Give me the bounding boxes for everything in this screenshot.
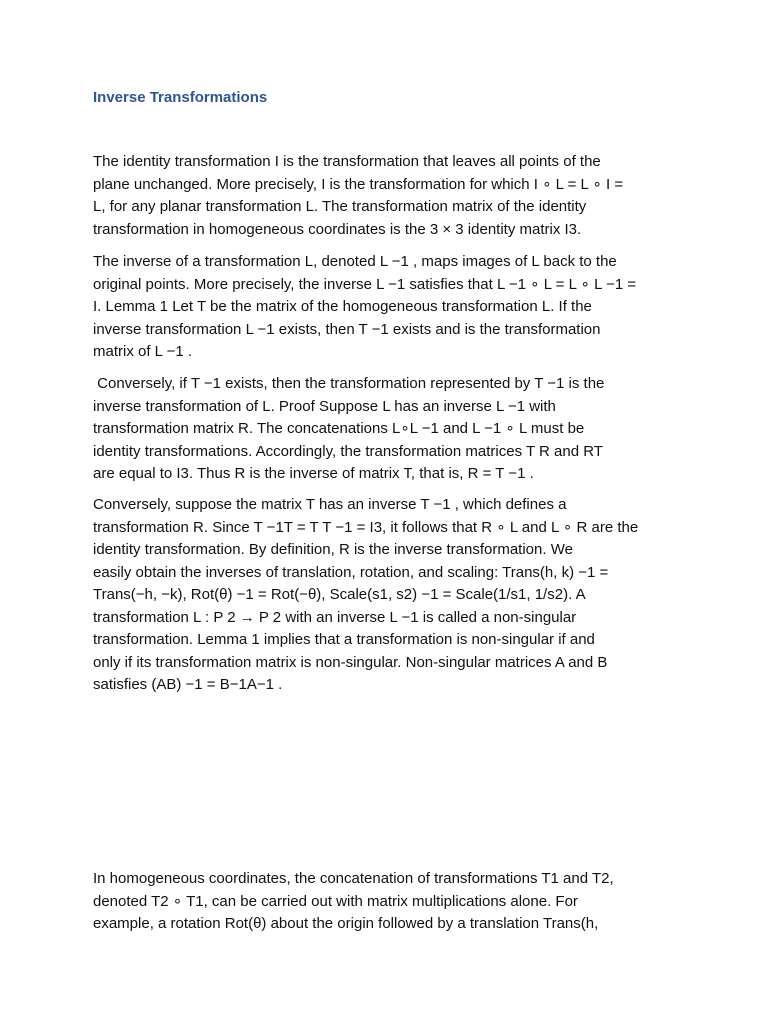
text-line: transformation L : P 2 → P 2 with an inverse L −1 is called a non-singular xyxy=(93,608,577,626)
paragraph-conversely-proof xyxy=(93,373,683,486)
text-line: The inverse of a transformation L, denoted L −1 , maps images of L back to the xyxy=(93,253,617,270)
text-line: transformation in homogeneous coordinates is the 3 × 3 identity matrix I3. xyxy=(93,220,582,238)
text-line: The identity transformation I is the transformation that leaves all points of the xyxy=(93,153,601,170)
text-line: Conversely, suppose the matrix T has an inverse T −1 , which defines a xyxy=(93,496,567,513)
paragraph-inverse xyxy=(93,251,683,364)
text-line: transformation. Lemma 1 implies that a transformation is non-singular if and xyxy=(93,631,595,648)
text-line: I. Lemma 1 Let T be the matrix of the homogeneous transformation L. If the xyxy=(93,298,592,315)
section-heading: Inverse Transformations xyxy=(93,89,268,106)
text-line: easily obtain the inverses of translation, rotation, and scaling: Trans(h, k) −1 = xyxy=(93,563,609,581)
text-line: identity transformation. By definition, R is the inverse transformation. We xyxy=(93,541,573,558)
text-line: denoted T2 ∘ T1, can be carried out with matrix multiplications alone. For xyxy=(93,892,578,910)
text-line: example, a rotation Rot(θ) about the origin followed by a translation Trans(h, xyxy=(93,915,599,932)
text-line: inverse transformation of L. Proof Suppose L has an inverse L −1 with xyxy=(93,397,556,415)
text-line: inverse transformation L −1 exists, then T −1 exists and is the transformation xyxy=(93,320,601,338)
text-line: Conversely, if T −1 exists, then the transformation represented by T −1 is the xyxy=(93,375,605,392)
text-line: only if its transformation matrix is non-singular. Non-singular matrices A and B xyxy=(93,653,608,671)
text-line: identity transformations. Accordingly, the transformation matrices T R and RT xyxy=(93,442,603,460)
text-line: satisfies (AB) −1 = B−1A−1 . xyxy=(93,676,283,693)
text-line: plane unchanged. More precisely, I is the transformation for which I ∘ L = L ∘ I = xyxy=(93,175,624,193)
text-line: L, for any planar transformation L. The transformation matrix of the identity xyxy=(93,198,587,215)
text-line: In homogeneous coordinates, the concatenation of transformations T1 and T2, xyxy=(93,870,614,887)
paragraph-homogeneous-concatenation xyxy=(93,868,683,936)
paragraph-identity xyxy=(93,151,683,241)
text-line: matrix of L −1 . xyxy=(93,343,193,360)
text-line: transformation R. Since T −1T = T T −1 = I3, it follows that R ∘ L and L ∘ R are the xyxy=(93,518,639,536)
text-line: are equal to I3. Thus R is the inverse of matrix T, that is, R = T −1 . xyxy=(93,465,534,482)
text-line: transformation matrix R. The concatenations L∘L −1 and L −1 ∘ L must be xyxy=(93,420,585,437)
text-line: original points. More precisely, the inverse L −1 satisfies that L −1 ∘ L = L ∘ L −1 = xyxy=(93,275,637,293)
paragraph-non-singular xyxy=(93,494,683,697)
text-line: Trans(−h, −k), Rot(θ) −1 = Rot(−θ), Scale(s1, s2) −1 = Scale(1/s1, 1/s2). A xyxy=(93,586,586,603)
